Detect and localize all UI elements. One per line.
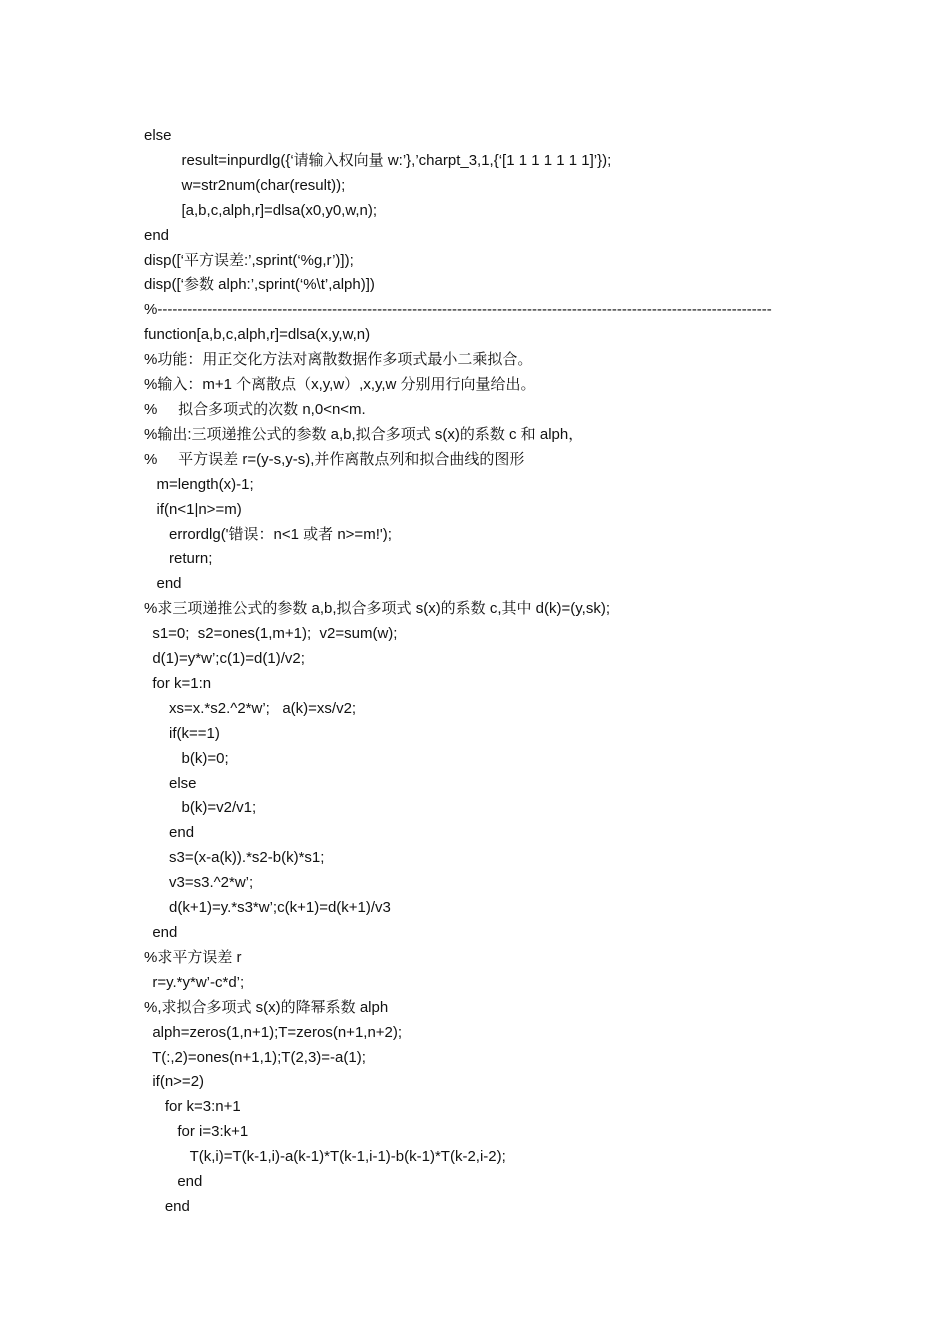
separator-comment-line: %---------------------------------------------------------------------------------------------------------------------------: [144, 301, 772, 319]
code-line: w=str2num(char(result));: [144, 176, 346, 194]
code-line: end: [144, 226, 170, 244]
code-line: [a,b,c,alph,r]=dlsa(x0,y0,w,n);: [144, 201, 378, 219]
code-line: for k=1:n: [144, 674, 212, 692]
code-line: s3=(x-a(k)).*s2-b(k)*s1;: [144, 849, 325, 867]
code-line: b(k)=0;: [144, 749, 229, 767]
comment-line: %功能：用正交化方法对离散数据作多项式最小二乘拟合。: [144, 351, 533, 369]
code-line: result=inpurdlg({‘请输入权向量 w:’},’charpt_3,1,{‘[1 1 1 1 1 1 1]’});: [144, 151, 612, 169]
code-line: return;: [144, 550, 213, 568]
code-line: d(k+1)=y.*s3*w’;c(k+1)=d(k+1)/v3: [144, 899, 391, 917]
code-listing: [144, 124, 844, 1220]
code-line: T(:,2)=ones(n+1,1);T(2,3)=-a(1);: [144, 1048, 366, 1066]
code-line: function[a,b,c,alph,r]=dlsa(x,y,w,n): [144, 326, 371, 344]
code-line: xs=x.*s2.^2*w’; a(k)=xs/v2;: [144, 699, 357, 717]
comment-line: % 拟合多项式的次数 n,0<n<m.: [144, 400, 366, 418]
code-line: alph=zeros(1,n+1);T=zeros(n+1,n+2);: [144, 1023, 403, 1041]
code-line: end: [144, 824, 195, 842]
code-line: r=y.*y*w’-c*d’;: [144, 973, 245, 991]
code-line: end: [144, 575, 182, 593]
comment-line: %求平方误差 r: [144, 948, 242, 966]
code-line: if(k==1): [144, 724, 220, 742]
code-line: if(n>=2): [144, 1073, 205, 1091]
code-line: if(n<1|n>=m): [144, 500, 242, 518]
code-line: T(k,i)=T(k-1,i)-a(k-1)*T(k-1,i-1)-b(k-1)*T(k-2,i-2);: [144, 1148, 506, 1166]
comment-line: %输入：m+1 个离散点（x,y,w）,x,y,w 分别用行向量给出。: [144, 376, 536, 394]
code-line: disp([‘平方误差:’,sprint(‘%g,r’)]);: [144, 251, 354, 269]
comment-line: %求三项递推公式的参数 a,b,拟合多项式 s(x)的系数 c,其中 d(k)=(y,sk);: [144, 600, 610, 618]
code-line: for i=3:k+1: [144, 1123, 249, 1141]
code-line: end: [144, 924, 178, 941]
code-line: s1=0; s2=ones(1,m+1); v2=sum(w);: [144, 625, 398, 643]
code-line: v3=s3.^2*w’;: [144, 874, 254, 892]
code-line: for k=3:n+1: [144, 1098, 241, 1116]
code-line: d(1)=y*w’;c(1)=d(1)/v2;: [144, 650, 305, 668]
code-line: else: [144, 774, 197, 792]
code-line: end: [144, 1197, 190, 1215]
code-line: errordlg('错误：n<1 或者 n>=m!');: [144, 525, 392, 543]
code-line: disp([‘参数 alph:’,sprint(‘%\t’,alph)]): [144, 276, 375, 294]
code-line: else: [144, 127, 172, 144]
code-line: end: [144, 1173, 203, 1191]
comment-line: %,求拟合多项式 s(x)的降幂系数 alph: [144, 998, 389, 1016]
comment-line: %输出:三项递推公式的参数 a,b,拟合多项式 s(x)的系数 c 和 alph，: [144, 425, 584, 443]
code-line: b(k)=v2/v1;: [144, 799, 257, 817]
comment-line: % 平方误差 r=(y-s,y-s),并作离散点列和拟合曲线的图形: [144, 450, 525, 468]
code-line: m=length(x)-1;: [144, 475, 254, 493]
